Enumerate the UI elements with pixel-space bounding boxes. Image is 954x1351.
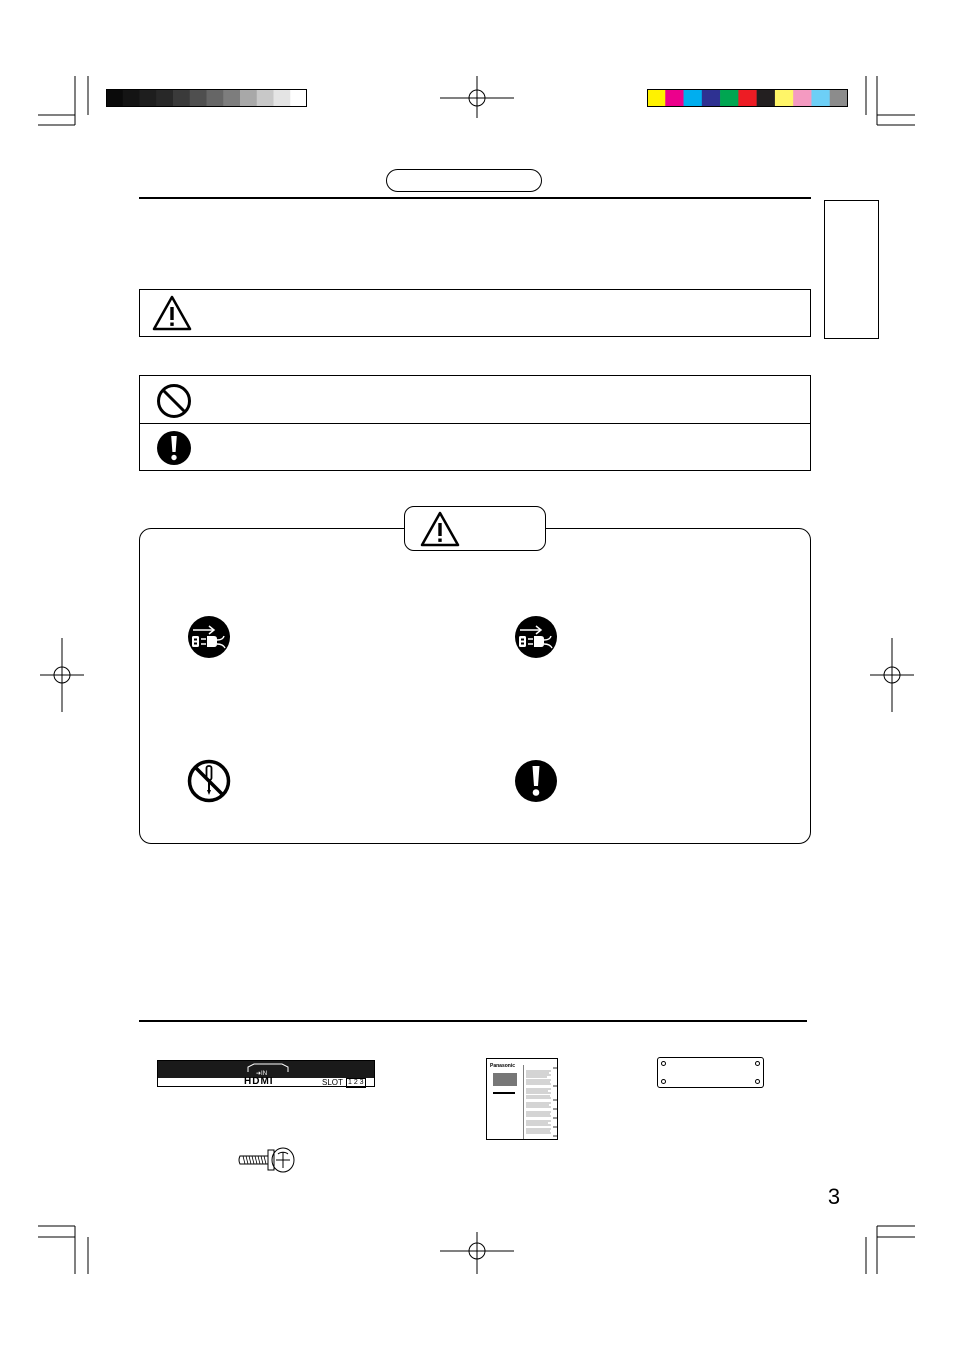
calibration-swatch bbox=[173, 89, 190, 107]
booklet-brand: Panasonic bbox=[490, 1063, 516, 1069]
instruction-booklet bbox=[486, 1058, 558, 1140]
calibration-swatch bbox=[757, 89, 776, 107]
warning-box bbox=[139, 289, 811, 337]
caution-label bbox=[404, 506, 546, 551]
calibration-swatch bbox=[775, 89, 794, 107]
calibration-swatch bbox=[140, 89, 157, 107]
booklet-text-column bbox=[523, 1065, 558, 1139]
unplug-power-icon bbox=[187, 615, 231, 659]
calibration-swatch bbox=[156, 89, 173, 107]
no-disassembly-icon bbox=[187, 759, 231, 803]
unplug-power-icon bbox=[514, 615, 558, 659]
screw-hole bbox=[661, 1061, 666, 1066]
page-number: 3 bbox=[827, 1184, 841, 1209]
calibration-swatch bbox=[811, 89, 830, 107]
calibration-swatch bbox=[257, 89, 274, 107]
table-row-divider bbox=[140, 423, 810, 424]
calibration-swatch bbox=[647, 89, 666, 107]
calibration-swatch bbox=[223, 89, 240, 107]
accessories-rule bbox=[139, 1020, 807, 1022]
slot-numbers: 1 2 3 bbox=[348, 1079, 364, 1086]
calibration-swatch bbox=[240, 89, 257, 107]
calibration-swatch bbox=[793, 89, 812, 107]
hdmi-slot-label-sticker bbox=[157, 1060, 375, 1087]
booklet-cover-rule bbox=[493, 1092, 515, 1094]
exclamation-circle-icon bbox=[156, 430, 192, 466]
section-rule bbox=[139, 197, 811, 199]
cover-plate bbox=[657, 1057, 764, 1088]
calibration-swatch bbox=[738, 89, 757, 107]
warning-triangle-icon bbox=[420, 511, 460, 547]
side-index-tab bbox=[824, 200, 879, 339]
slot-text: SLOT bbox=[322, 1078, 343, 1087]
section-heading-pill bbox=[386, 169, 542, 192]
calibration-swatch bbox=[106, 89, 123, 107]
calibration-swatch bbox=[274, 89, 291, 107]
warning-triangle-icon bbox=[152, 295, 192, 331]
calibration-swatch bbox=[190, 89, 207, 107]
caution-panel bbox=[139, 528, 811, 844]
color-calibration-strip bbox=[647, 89, 848, 107]
calibration-swatch bbox=[207, 89, 224, 107]
calibration-swatch bbox=[720, 89, 739, 107]
screw-hole bbox=[755, 1079, 760, 1084]
hdmi-logo-text: HDMI bbox=[244, 1076, 274, 1087]
symbol-explanation-table bbox=[139, 375, 811, 471]
hdmi-port-outline-icon bbox=[246, 1063, 290, 1073]
calibration-swatch bbox=[123, 89, 140, 107]
calibration-swatch bbox=[702, 89, 721, 107]
grayscale-calibration-strip bbox=[106, 89, 307, 107]
screw-hole bbox=[755, 1061, 760, 1066]
prohibition-circle-icon bbox=[156, 383, 192, 419]
calibration-swatch bbox=[290, 89, 307, 107]
screw-icon bbox=[238, 1146, 296, 1174]
hdmi-in-text: ➜IN bbox=[256, 1071, 268, 1077]
screw-hole bbox=[661, 1079, 666, 1084]
calibration-swatch bbox=[665, 89, 684, 107]
calibration-swatch bbox=[830, 89, 848, 107]
booklet-cover-image bbox=[493, 1073, 517, 1086]
calibration-swatch bbox=[684, 89, 703, 107]
exclamation-circle-icon bbox=[514, 759, 558, 803]
